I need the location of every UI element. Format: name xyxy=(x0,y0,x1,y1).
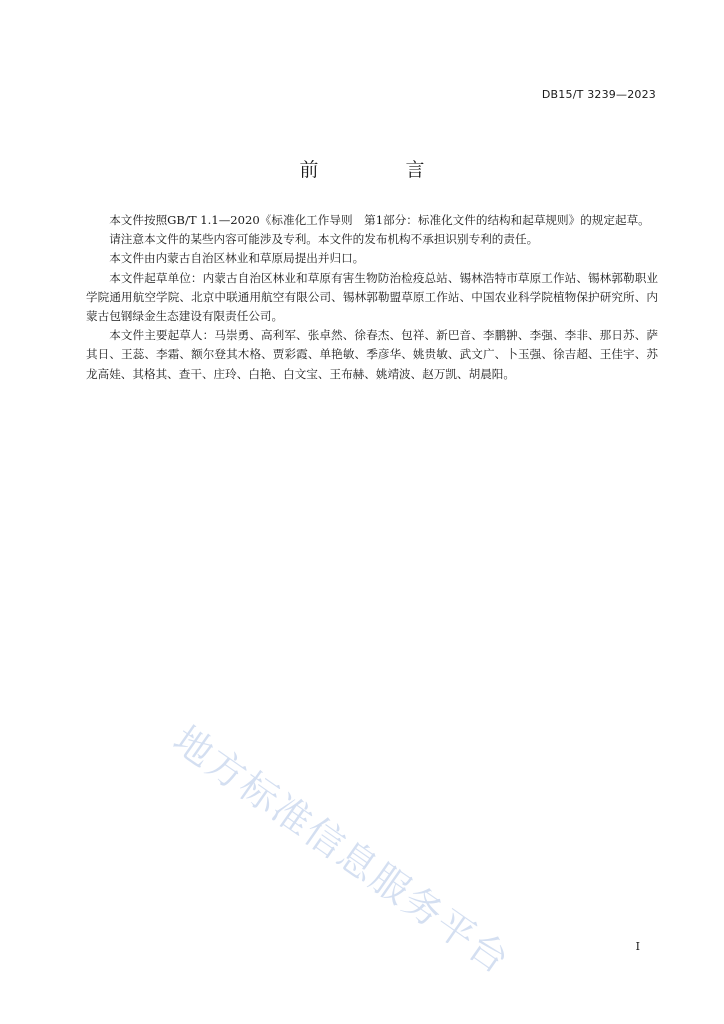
paragraph-drafters: 本文件主要起草人：马崇勇、高利军、张卓然、徐春杰、包祥、新巴音、李鹏翀、李强、李非、那日苏、萨其日、王蕊、李霜、额尔登其木格、贾彩霞、单艳敏、季彦华、姚贵敏、武文广、卜玉强、徐吉超、王佳宇、苏龙高娃、其格其、查干、庄玲、白艳、白文宝、王布赫、姚靖波、赵万凯、胡晨阳。 xyxy=(86,328,658,381)
document-code: DB15/T 3239—2023 xyxy=(541,88,656,101)
paragraph-patent-notice: 请注意本文件的某些内容可能涉及专利。本文件的发布机构不承担识别专利的责任。 xyxy=(109,232,539,247)
paragraph-drafting-units: 本文件起草单位：内蒙古自治区林业和草原有害生物防治检疫总站、锡林浩特市草原工作站、锡林郭勒职业学院通用航空学院、北京中联通用航空有限公司、锡林郭勒盟草原工作站、中国农业科学院植物保护研究所、内蒙古包钢绿金生态建设有限责任公司。 xyxy=(86,270,658,324)
page-title: 前 言 xyxy=(299,159,459,181)
page-number: I xyxy=(635,940,640,953)
foreword-body xyxy=(86,211,658,384)
watermark: 地方标准信息服务平台 xyxy=(165,717,519,983)
paragraph-proposer: 本文件由内蒙古自治区林业和草原局提出并归口。 xyxy=(109,251,365,266)
paragraph-drafting-rules: 本文件按照GB/T 1.1—2020《标准化工作导则 第1部分：标准化文件的结构和起草规则》的规定起草。 xyxy=(109,213,650,227)
